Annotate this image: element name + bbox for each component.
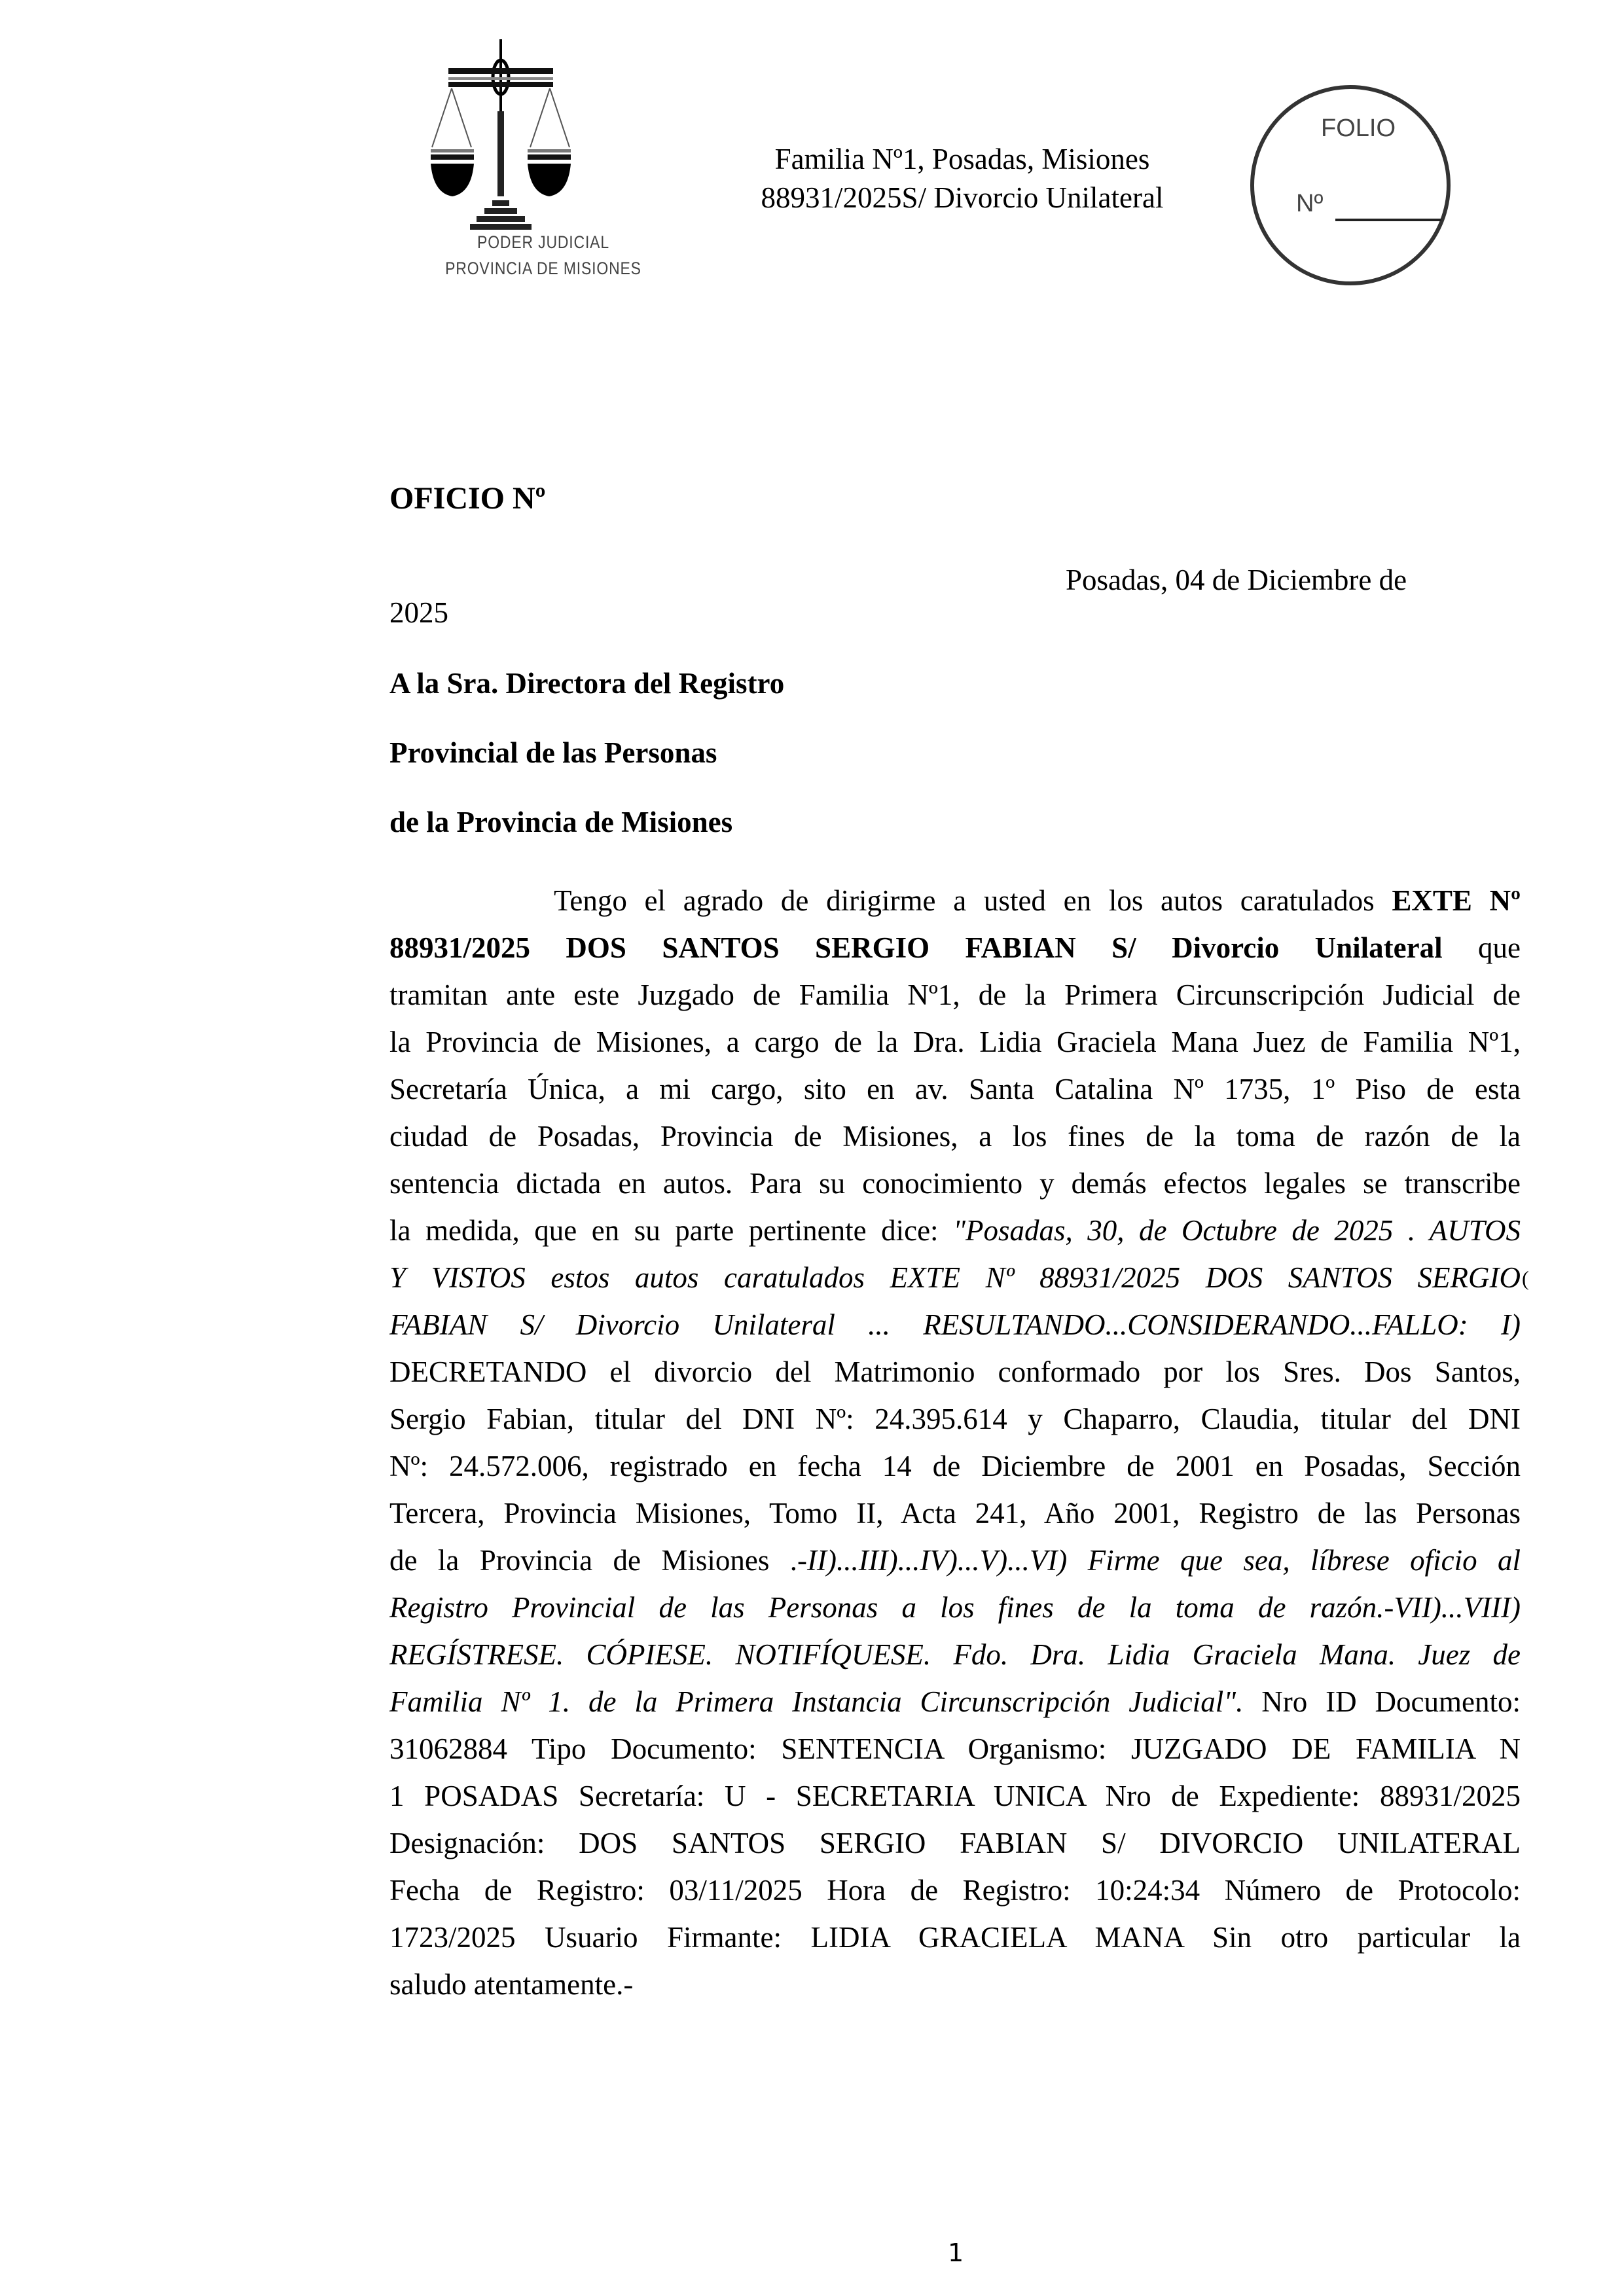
text: la Provincia de Misiones, a cargo de la Dra. Lidia Graciela Mana Juez de Familia Nº1, — [389, 1026, 1521, 1058]
text: 1723/2025 Usuario Firmante: LIDIA GRACIELA MANA Sin otro particular la — [389, 1921, 1521, 1954]
text: 1 POSADAS Secretaría: U - SECRETARIA UNICA Nro de Expediente: 88931/2025 — [389, 1780, 1521, 1812]
paragraph-line — [389, 1018, 1521, 1066]
italic-text: -II)...III)...IV)...V)...VI) Firme que sea, líbrese oficio al — [797, 1544, 1521, 1577]
text: Secretaría Única, a mi cargo, sito en av. Santa Catalina Nº 1735, 1º Piso de esta — [389, 1073, 1521, 1105]
paragraph-line — [389, 1584, 1521, 1631]
text: 31062884 Tipo Documento: SENTENCIA Organismo: JUZGADO DE FAMILIA N — [389, 1732, 1521, 1765]
text: DECRETANDO el divorcio del Matrimonio conformado por los Sres. Dos Santos, — [389, 1355, 1521, 1388]
addressee-line: A la Sra. Directora del Registro — [389, 667, 785, 700]
date-line-1: Posadas, 04 de Diciembre de — [1066, 564, 1407, 596]
header-court: Familia Nº1, Posadas, Misiones — [774, 143, 1150, 175]
text: Nro ID Documento: — [1243, 1685, 1521, 1718]
paragraph-line — [389, 1725, 1521, 1772]
folio-number-label: Nº — [1296, 190, 1324, 217]
paragraph-line — [389, 1867, 1521, 1914]
italic-text: Familia Nº 1. de la Primera Instancia Circunscripción Judicial". — [389, 1685, 1244, 1718]
folio-label: FOLIO — [1321, 115, 1396, 142]
paragraph-line — [389, 1772, 1521, 1820]
oficio-title: OFICIO Nº — [389, 481, 546, 516]
text: Fecha de Registro: 03/11/2025 Hora de Registro: 10:24:34 Número de Protocolo: — [389, 1874, 1521, 1907]
stray-mark: ( — [1522, 1266, 1529, 1290]
paragraph-line — [389, 1113, 1521, 1160]
page-number: 1 — [948, 2238, 964, 2267]
italic-text: Y VISTOS estos autos caratulados EXTE Nº 88931/2025 DOS SANTOS SERGIO — [389, 1261, 1521, 1294]
text: Tercera, Provincia Misiones, Tomo II, Acta 241, Año 2001, Registro de las Personas — [389, 1497, 1521, 1530]
text: Sergio Fabian, titular del DNI Nº: 24.395.614 y Chaparro, Claudia, titular del DNI — [389, 1403, 1521, 1435]
paragraph-line — [389, 1066, 1521, 1113]
paragraph-line — [389, 1395, 1521, 1443]
paragraph-line — [389, 1301, 1521, 1348]
paragraph-line — [389, 1160, 1521, 1207]
logo-line-1: PODER JUDICIAL — [477, 232, 609, 252]
text: saludo atentamente.- — [389, 1968, 634, 2001]
paragraph-line — [389, 877, 1521, 924]
body-paragraph — [389, 877, 1521, 2008]
date-line-2: 2025 — [389, 596, 448, 629]
bold-text: 88931/2025 DOS SANTOS SERGIO FABIAN S/ Divorcio Unilateral — [389, 931, 1443, 964]
text: Designación: DOS SANTOS SERGIO FABIAN S/ DIVORCIO UNILATERAL — [389, 1827, 1521, 1859]
scales-of-justice-logo — [412, 39, 674, 236]
italic-text: REGÍSTRESE. CÓPIESE. NOTIFÍQUESE. Fdo. Dra. Lidia Graciela Mana. Juez de — [389, 1638, 1521, 1671]
addressee-line: Provincial de las Personas — [389, 736, 717, 769]
addressee-line: de la Provincia de Misiones — [389, 806, 733, 838]
paragraph-line — [389, 924, 1521, 971]
paragraph-line — [389, 1678, 1521, 1725]
paragraph-line — [389, 1207, 1521, 1254]
italic-text: Registro Provincial de las Personas a los fines de la toma de razón.-VII)...VIII) — [389, 1591, 1521, 1624]
text: de la Provincia de Misiones . — [389, 1544, 798, 1577]
text: tramitan ante este Juzgado de Familia Nº1, de la Primera Circunscripción Judicial de — [389, 978, 1521, 1011]
text: sentencia dictada en autos. Para su conocimiento y demás efectos legales se transcribe — [389, 1167, 1521, 1200]
paragraph-line — [389, 1490, 1521, 1537]
text: que — [1442, 931, 1521, 964]
paragraph-line — [389, 1537, 1521, 1584]
text: ciudad de Posadas, Provincia de Misiones, a los fines de la toma de razón de la — [389, 1120, 1521, 1153]
text: Nº: 24.572.006, registrado en fecha 14 de Diciembre de 2001 en Posadas, Sección — [389, 1450, 1521, 1482]
paragraph-line — [389, 1348, 1521, 1395]
header-case: 88931/2025S/ Divorcio Unilateral — [761, 181, 1164, 214]
text: Tengo el agrado de dirigirme a usted en los autos caratulados — [554, 884, 1392, 917]
paragraph-line — [389, 1443, 1521, 1490]
text: la medida, que en su parte pertinente dice: — [389, 1214, 954, 1247]
paragraph-line — [389, 1254, 1521, 1301]
italic-text: "Posadas, 30, de Octubre de 2025 . AUTOS — [953, 1214, 1521, 1247]
folio-number-blank — [1335, 219, 1441, 221]
logo-line-2: PROVINCIA DE MISIONES — [445, 259, 641, 278]
paragraph-line — [389, 971, 1521, 1018]
paragraph-line — [389, 1631, 1521, 1678]
paragraph-line — [389, 1914, 1521, 1961]
paragraph-line — [389, 1961, 1521, 2008]
paragraph-line — [389, 1820, 1521, 1867]
bold-text: EXTE Nº — [1392, 884, 1521, 917]
italic-text: FABIAN S/ Divorcio Unilateral ... RESULTANDO...CONSIDERANDO...FALLO: I) — [389, 1308, 1521, 1341]
logo-caption — [416, 229, 672, 281]
